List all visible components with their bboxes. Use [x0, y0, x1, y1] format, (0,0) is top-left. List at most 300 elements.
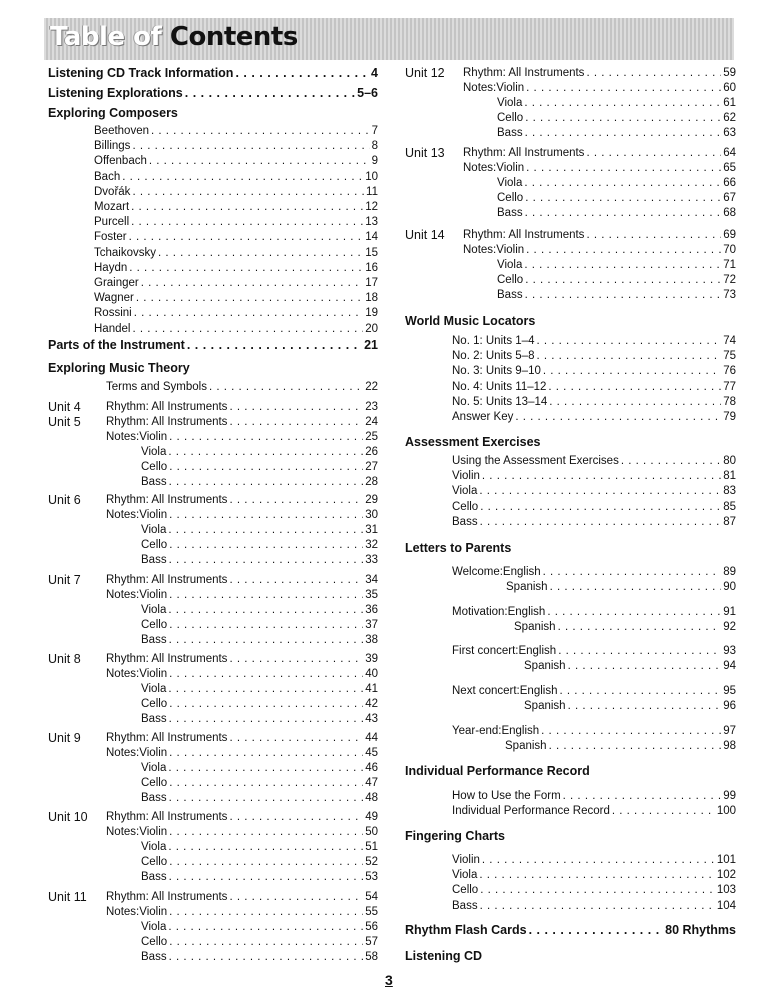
dot-leader — [558, 619, 722, 635]
dot-leader — [586, 65, 721, 81]
entry-label: Rhythm: All Instruments — [106, 811, 228, 823]
toc-entry — [452, 409, 736, 425]
entry-page: 42 — [365, 698, 378, 710]
dot-leader — [480, 499, 721, 515]
entry-label: Cello — [141, 539, 168, 551]
entry-label: Bach — [94, 170, 121, 183]
dot-leader — [525, 272, 721, 288]
entry-label: Viola — [141, 446, 167, 458]
toc-entry — [106, 745, 378, 761]
dot-leader — [169, 552, 364, 568]
toc-entry — [141, 760, 378, 776]
entry-page: 60 — [723, 82, 736, 94]
dot-leader — [169, 745, 363, 761]
section-heading: Letters to Parents — [405, 541, 512, 555]
entry-prefix: Motivation: — [452, 606, 508, 618]
entry-label: Cello — [141, 461, 168, 473]
entry-page: 11 — [366, 185, 378, 198]
dot-leader — [169, 696, 363, 712]
toc-entry — [141, 617, 378, 633]
entry-page: 79 — [723, 411, 736, 423]
entry-label: Cello — [452, 500, 479, 513]
toc-entry — [452, 468, 736, 484]
section-heading: Listening CD — [405, 949, 483, 963]
toc-entry — [506, 579, 736, 595]
entry-page: 76 — [723, 365, 736, 378]
toc-entry — [94, 229, 378, 245]
dot-leader — [229, 651, 363, 667]
dot-leader — [169, 474, 364, 490]
entry-page: 91 — [723, 606, 736, 618]
entry-label: English — [507, 606, 546, 618]
entry-label: No. 1: Units 1–4 — [452, 335, 535, 347]
toc-entry — [106, 429, 378, 445]
entry-label: Cello — [141, 856, 168, 868]
entry-label: Listening Explorations — [48, 86, 183, 100]
entry-page: 93 — [723, 645, 736, 657]
section-heading: Assessment Exercises — [405, 435, 541, 449]
dot-leader — [482, 852, 715, 868]
entry-label: Violin — [496, 82, 525, 94]
section-heading: Exploring Music Theory — [48, 361, 190, 375]
entry-label: Foster — [94, 231, 127, 244]
entry-page: 77 — [723, 380, 736, 393]
toc-entry — [106, 666, 378, 682]
entry-label: Rhythm: All Instruments — [106, 401, 228, 413]
entry-page: 48 — [365, 792, 378, 804]
entry-page: 95 — [723, 685, 736, 697]
entry-label: Spanish — [505, 740, 547, 752]
dot-leader — [168, 602, 363, 618]
entry-page: 70 — [723, 244, 736, 256]
entry-page: 66 — [723, 177, 736, 189]
entry-label: Spanish — [524, 700, 566, 712]
entry-label: Listening CD Track Information — [48, 66, 234, 80]
dot-leader — [229, 572, 363, 588]
dot-leader — [131, 214, 363, 230]
entry-label: Cello — [141, 698, 168, 710]
entry-page: 25 — [365, 431, 378, 443]
toc-entry — [48, 337, 378, 353]
entry-page: 19 — [365, 307, 378, 320]
dot-leader — [168, 760, 363, 776]
dot-leader — [526, 80, 721, 96]
entry-label: Violin — [139, 668, 168, 680]
dot-leader — [229, 809, 363, 825]
entry-label: Dvořák — [94, 185, 131, 198]
dot-leader — [169, 617, 363, 633]
entry-prefix: Notes: — [106, 668, 140, 680]
entry-page: 72 — [723, 274, 736, 286]
section-heading: Exploring Composers — [48, 106, 178, 120]
entry-label: No. 5: Units 13–14 — [452, 395, 548, 408]
entry-page: 29 — [365, 494, 378, 506]
entry-label: Violin — [452, 854, 480, 866]
entry-label: Violin — [139, 747, 168, 759]
entry-page: 75 — [723, 350, 736, 363]
dot-leader — [480, 882, 715, 898]
dot-leader — [536, 333, 721, 349]
dot-leader — [185, 85, 355, 101]
entry-page: 36 — [365, 604, 378, 616]
dot-leader — [524, 175, 721, 191]
dot-leader — [480, 514, 722, 530]
entry-label: Cello — [141, 777, 168, 789]
entry-prefix: Notes: — [106, 509, 140, 521]
dot-leader — [547, 604, 721, 620]
toc-entry — [48, 65, 378, 81]
entry-label: Rhythm Flash Cards — [405, 923, 527, 937]
entry-page: 94 — [723, 660, 736, 672]
entry-page: 65 — [723, 162, 736, 174]
entry-page: 14 — [365, 231, 378, 244]
entry-label: Bass — [497, 207, 523, 219]
entry-label: Viola — [141, 762, 167, 774]
toc-entry — [497, 272, 736, 288]
dot-leader — [169, 869, 364, 885]
entry-page: 9 — [371, 155, 378, 168]
entry-label: Rhythm: All Instruments — [106, 416, 228, 428]
entry-page: 20 — [365, 322, 378, 335]
dot-leader — [229, 414, 363, 430]
dot-leader — [524, 257, 721, 273]
entry-page: 100 — [716, 805, 736, 817]
dot-leader — [132, 138, 369, 154]
entry-page: 96 — [723, 700, 736, 712]
entry-page: 45 — [365, 747, 378, 759]
entry-page: 7 — [371, 125, 378, 137]
entry-label: Rhythm: All Instruments — [463, 147, 585, 159]
dot-leader — [479, 867, 714, 883]
entry-page: 64 — [723, 147, 736, 159]
dot-leader — [568, 658, 722, 674]
toc-entry — [106, 824, 378, 840]
dot-leader — [169, 711, 364, 727]
entry-page: 54 — [365, 891, 378, 903]
entry-label: Terms and Symbols — [106, 381, 207, 393]
unit-label: Unit 7 — [48, 573, 81, 587]
dot-leader — [586, 227, 721, 243]
entry-page: 101 — [716, 854, 736, 866]
dot-leader — [132, 321, 363, 337]
toc-entry — [452, 483, 736, 499]
dot-leader — [526, 242, 721, 258]
section-heading: Individual Performance Record — [405, 764, 590, 778]
entry-label: Bass — [497, 127, 523, 139]
entry-label: English — [501, 725, 540, 737]
dot-leader — [549, 738, 722, 754]
toc-entry — [94, 184, 378, 200]
entry-label: Bass — [452, 515, 478, 528]
entry-page: 78 — [723, 395, 736, 408]
entry-prefix: First concert: — [452, 645, 519, 657]
toc-entry — [141, 854, 378, 870]
entry-prefix: Notes: — [106, 826, 140, 838]
toc-entry — [141, 839, 378, 855]
dot-leader — [158, 245, 363, 261]
toc-entry — [452, 453, 736, 469]
toc-entry — [94, 321, 378, 337]
entry-label: Bass — [141, 634, 167, 646]
toc-entry — [94, 275, 378, 291]
toc-entry — [106, 492, 378, 508]
entry-label: Spanish — [524, 660, 566, 672]
toc-entry — [141, 474, 378, 490]
entry-page: 53 — [365, 871, 378, 883]
entry-label: Violin — [452, 470, 480, 483]
dot-leader — [612, 803, 715, 819]
toc-entry — [106, 730, 378, 746]
dot-leader — [134, 305, 363, 321]
entry-page: 104 — [716, 899, 736, 912]
toc-entry — [141, 696, 378, 712]
toc-entry — [452, 803, 736, 819]
entry-page: 89 — [723, 566, 736, 578]
dot-leader — [621, 453, 721, 469]
entry-page: 31 — [365, 524, 378, 536]
entry-page: 46 — [365, 762, 378, 774]
toc-entry — [106, 587, 378, 603]
entry-page: 57 — [365, 936, 378, 948]
toc-entry — [141, 869, 378, 885]
dot-leader — [549, 394, 721, 410]
dot-leader — [525, 110, 721, 126]
toc-entry — [141, 919, 378, 935]
dot-leader — [209, 379, 363, 395]
entry-label: Spanish — [514, 621, 556, 633]
entry-page: 40 — [365, 668, 378, 680]
page-title — [50, 22, 298, 52]
entry-page: 24 — [365, 416, 378, 428]
toc-entry — [405, 922, 736, 938]
entry-page: 21 — [364, 338, 378, 352]
entry-label: Violin — [139, 906, 168, 918]
entry-page: 92 — [723, 621, 736, 633]
entry-label: Bass — [452, 899, 478, 912]
toc-entry — [94, 260, 378, 276]
entry-label: Cello — [497, 274, 524, 286]
entry-label: Rossini — [94, 307, 132, 320]
page-number: 3 — [385, 972, 393, 988]
toc-entry — [141, 632, 378, 648]
toc-entry — [452, 643, 736, 659]
entry-prefix: Notes: — [463, 244, 497, 256]
entry-label: English — [518, 645, 557, 657]
entry-label: Viola — [497, 259, 523, 271]
toc-entry — [497, 205, 736, 221]
entry-label: No. 3: Units 9–10 — [452, 365, 541, 378]
unit-label: Unit 5 — [48, 415, 81, 429]
toc-entry — [452, 333, 736, 349]
entry-label: Violin — [139, 826, 168, 838]
entry-page: 87 — [723, 515, 736, 528]
toc-entry — [106, 889, 378, 905]
dot-leader — [525, 125, 722, 141]
toc-entry — [452, 499, 736, 515]
toc-entry — [452, 363, 736, 379]
dot-leader — [169, 775, 363, 791]
toc-entry — [497, 257, 736, 273]
entry-page: 52 — [365, 856, 378, 868]
dot-leader — [480, 898, 715, 914]
entry-label: Mozart — [94, 201, 130, 213]
entry-label: Bass — [497, 289, 523, 301]
entry-prefix: Next concert: — [452, 685, 520, 697]
entry-page: 37 — [365, 619, 378, 631]
dot-leader — [558, 643, 721, 659]
toc-entry — [452, 379, 736, 395]
entry-label: Rhythm: All Instruments — [106, 891, 228, 903]
entry-page: 18 — [365, 292, 378, 305]
entry-page: 73 — [723, 289, 736, 301]
entry-label: Offenbach — [94, 155, 147, 168]
dot-leader — [168, 839, 363, 855]
toc-entry — [94, 245, 378, 261]
toc-entry — [524, 698, 736, 714]
entry-page: 22 — [365, 381, 378, 393]
entry-label: Rhythm: All Instruments — [463, 229, 585, 241]
toc-entry — [452, 882, 736, 898]
entry-label: Rhythm: All Instruments — [463, 67, 585, 79]
entry-page: 67 — [723, 192, 736, 204]
entry-label: Beethoven — [94, 125, 149, 137]
dot-leader — [543, 363, 721, 379]
dot-leader — [131, 199, 363, 215]
entry-page: 51 — [365, 841, 378, 853]
entry-page: 34 — [365, 574, 378, 586]
dot-leader — [141, 275, 363, 291]
unit-label: Unit 9 — [48, 731, 81, 745]
dot-leader — [169, 507, 363, 523]
dot-leader — [229, 492, 363, 508]
entry-label: No. 4: Units 11–12 — [452, 380, 547, 393]
toc-entry — [106, 379, 378, 395]
toc-entry — [94, 214, 378, 230]
toc-entry — [94, 169, 378, 185]
toc-entry — [452, 852, 736, 868]
toc-entry — [497, 95, 736, 111]
entry-page: 56 — [365, 921, 378, 933]
dot-leader — [129, 229, 364, 245]
toc-entry — [497, 287, 736, 303]
entry-label: Violin — [139, 589, 168, 601]
entry-page: 81 — [723, 470, 736, 483]
entry-page: 58 — [365, 951, 378, 963]
entry-page: 102 — [716, 869, 736, 882]
entry-page: 32 — [365, 539, 378, 551]
dot-leader — [169, 666, 363, 682]
entry-label: Violin — [139, 509, 168, 521]
toc-entry — [452, 604, 736, 620]
entry-label: Cello — [141, 936, 168, 948]
toc-entry — [141, 522, 378, 538]
entry-page: 5–6 — [357, 86, 378, 100]
entry-page: 35 — [365, 589, 378, 601]
entry-page: 55 — [365, 906, 378, 918]
dot-leader — [529, 922, 664, 938]
entry-label: English — [502, 566, 541, 578]
dot-leader — [168, 919, 363, 935]
entry-label: Viola — [497, 97, 523, 109]
entry-page: 103 — [716, 884, 736, 897]
toc-entry — [463, 80, 736, 96]
unit-label: Unit 4 — [48, 400, 81, 414]
unit-label: Unit 8 — [48, 652, 81, 666]
entry-page: 62 — [723, 112, 736, 124]
entry-page: 97 — [723, 725, 736, 737]
entry-label: Violin — [496, 244, 525, 256]
dot-leader — [122, 169, 363, 185]
toc-entry — [452, 564, 736, 580]
toc-entry — [463, 227, 736, 243]
entry-page: 90 — [723, 581, 736, 593]
title-banner — [44, 18, 734, 60]
entry-page: 41 — [365, 683, 378, 695]
dot-leader — [169, 934, 363, 950]
toc-entry — [452, 394, 736, 410]
entry-label: Cello — [497, 192, 524, 204]
entry-label: English — [519, 685, 558, 697]
dot-leader — [536, 348, 721, 364]
entry-prefix: Year-end: — [452, 725, 502, 737]
entry-page: 17 — [365, 277, 378, 289]
toc-entry — [497, 190, 736, 206]
entry-label: Bass — [141, 476, 167, 488]
dot-leader — [168, 681, 363, 697]
dot-leader — [525, 190, 721, 206]
toc-entry — [463, 242, 736, 258]
dot-leader — [169, 790, 364, 806]
dot-leader — [543, 564, 722, 580]
entry-page: 23 — [365, 401, 378, 413]
dot-leader — [525, 287, 722, 303]
entry-page: 80 — [723, 455, 736, 467]
toc-entry — [463, 65, 736, 81]
toc-entry — [94, 305, 378, 321]
dot-leader — [136, 290, 363, 306]
entry-label: Bass — [141, 792, 167, 804]
toc-entry — [106, 414, 378, 430]
entry-page: 80 Rhythms — [665, 923, 736, 937]
entry-prefix: Notes: — [106, 589, 140, 601]
entry-label: Rhythm: All Instruments — [106, 732, 228, 744]
unit-label: Unit 10 — [48, 810, 88, 824]
section-heading: Fingering Charts — [405, 829, 506, 843]
title-light-part: Table of — [50, 22, 162, 52]
dot-leader — [169, 459, 363, 475]
entry-label: Viola — [141, 683, 167, 695]
unit-label: Unit 6 — [48, 493, 81, 507]
dot-leader — [235, 65, 369, 81]
entry-label: Viola — [141, 604, 167, 616]
dot-leader — [526, 160, 721, 176]
toc-entry — [141, 459, 378, 475]
entry-prefix: Notes: — [106, 906, 140, 918]
toc-entry — [452, 683, 736, 699]
dot-leader — [169, 854, 363, 870]
toc-entry — [452, 514, 736, 530]
entry-prefix: Notes: — [106, 747, 140, 759]
toc-entry — [497, 110, 736, 126]
toc-entry — [452, 348, 736, 364]
unit-label: Unit 13 — [405, 146, 445, 160]
toc-entry — [497, 175, 736, 191]
entry-page: 4 — [371, 66, 378, 80]
dot-leader — [563, 788, 722, 804]
dot-leader — [548, 379, 721, 395]
entry-page: 49 — [365, 811, 378, 823]
entry-prefix: Welcome: — [452, 566, 503, 578]
